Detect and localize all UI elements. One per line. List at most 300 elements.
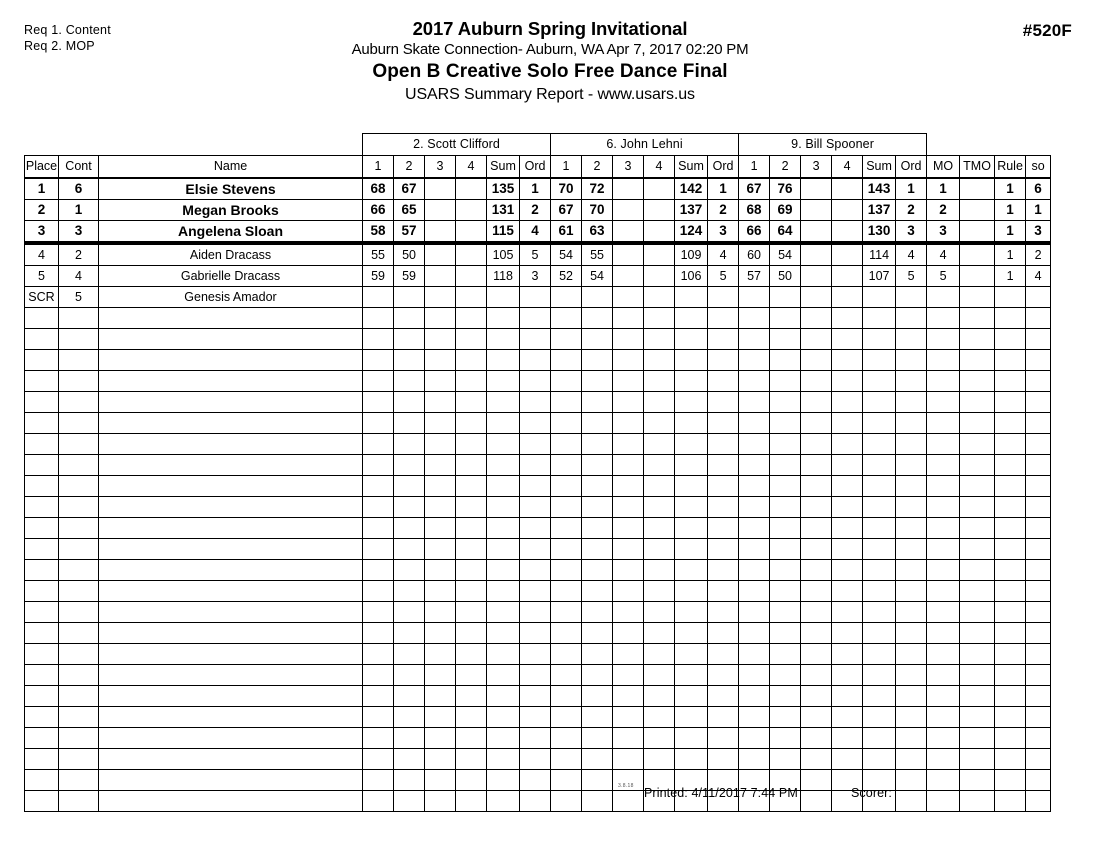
cell-judge2-sum — [675, 287, 708, 308]
cell-judge2-score2: 55 — [582, 243, 613, 266]
cell-name: Megan Brooks — [99, 200, 363, 221]
cell-empty — [739, 644, 770, 665]
cell-cont: 1 — [59, 200, 99, 221]
cell-empty — [708, 602, 739, 623]
cell-empty — [582, 749, 613, 770]
cell-empty — [425, 560, 456, 581]
cell-empty — [896, 392, 927, 413]
table-row-empty[interactable] — [25, 476, 1051, 497]
cell-empty — [551, 749, 582, 770]
cell-empty — [425, 497, 456, 518]
table-row-empty[interactable] — [25, 518, 1051, 539]
cell-empty — [551, 455, 582, 476]
cell-empty — [1026, 560, 1051, 581]
cell-empty — [487, 644, 520, 665]
table-row-empty[interactable] — [25, 560, 1051, 581]
cell-judge1-score3 — [425, 200, 456, 221]
cell-empty — [1026, 308, 1051, 329]
cell-empty — [675, 392, 708, 413]
cell-empty — [644, 371, 675, 392]
cell-judge2-score3 — [613, 200, 644, 221]
cell-empty — [551, 476, 582, 497]
table-row-empty[interactable] — [25, 455, 1051, 476]
table-row[interactable] — [25, 243, 1051, 266]
cell-judge2-score2: 72 — [582, 178, 613, 200]
cell-empty — [456, 308, 487, 329]
cell-place: 5 — [25, 266, 59, 287]
cell-rule — [995, 287, 1026, 308]
cell-empty — [582, 371, 613, 392]
cell-empty — [675, 518, 708, 539]
cell-name: Angelena Sloan — [99, 221, 363, 244]
column-header-rule: Rule — [995, 156, 1026, 179]
cell-empty — [739, 308, 770, 329]
cell-empty — [739, 413, 770, 434]
cell-empty — [456, 560, 487, 581]
cell-empty — [99, 581, 363, 602]
cell-empty — [995, 644, 1026, 665]
cell-empty — [25, 497, 59, 518]
cell-empty — [739, 602, 770, 623]
cell-empty — [551, 665, 582, 686]
cell-empty — [995, 350, 1026, 371]
table-row[interactable] — [25, 266, 1051, 287]
cell-empty — [960, 728, 995, 749]
table-row[interactable] — [25, 287, 1051, 308]
cell-cont: 3 — [59, 221, 99, 244]
cell-judge1-sum: 135 — [487, 178, 520, 200]
cell-empty — [1026, 602, 1051, 623]
cell-empty — [456, 623, 487, 644]
cell-empty — [551, 602, 582, 623]
table-row[interactable] — [25, 200, 1051, 221]
table-row-empty[interactable] — [25, 686, 1051, 707]
cell-cont: 2 — [59, 243, 99, 266]
score-table — [24, 133, 1051, 812]
cell-empty — [456, 476, 487, 497]
cell-empty — [613, 371, 644, 392]
cell-empty — [896, 518, 927, 539]
table-row[interactable] — [25, 178, 1051, 200]
cell-empty — [425, 371, 456, 392]
cell-empty — [863, 392, 896, 413]
cell-empty — [520, 644, 551, 665]
cell-empty — [708, 371, 739, 392]
cell-empty — [927, 581, 960, 602]
cell-empty — [425, 455, 456, 476]
cell-empty — [363, 434, 394, 455]
cell-empty — [739, 560, 770, 581]
cell-empty — [99, 560, 363, 581]
cell-empty — [59, 539, 99, 560]
cell-empty — [394, 329, 425, 350]
cell-empty — [99, 602, 363, 623]
cell-empty — [363, 644, 394, 665]
cell-empty — [551, 392, 582, 413]
cell-empty — [675, 476, 708, 497]
cell-empty — [456, 350, 487, 371]
table-row-empty[interactable] — [25, 581, 1051, 602]
cell-empty — [551, 581, 582, 602]
cell-empty — [59, 476, 99, 497]
cell-tmo — [960, 287, 995, 308]
cell-empty — [487, 497, 520, 518]
table-row-empty[interactable] — [25, 308, 1051, 329]
cell-empty — [739, 392, 770, 413]
cell-empty — [739, 581, 770, 602]
cell-empty — [896, 413, 927, 434]
cell-empty — [59, 392, 99, 413]
cell-empty — [995, 707, 1026, 728]
cell-judge1-score4 — [456, 200, 487, 221]
cell-empty — [832, 308, 863, 329]
table-row-empty[interactable] — [25, 707, 1051, 728]
cell-empty — [551, 497, 582, 518]
table-row-empty[interactable] — [25, 434, 1051, 455]
cell-empty — [708, 350, 739, 371]
cell-empty — [995, 392, 1026, 413]
cell-empty — [425, 728, 456, 749]
cell-empty — [644, 560, 675, 581]
table-row-empty[interactable] — [25, 749, 1051, 770]
cell-empty — [995, 665, 1026, 686]
cell-empty — [363, 413, 394, 434]
cell-empty — [363, 455, 394, 476]
cell-empty — [960, 644, 995, 665]
cell-judge3-score2: 54 — [770, 243, 801, 266]
cell-empty — [739, 497, 770, 518]
cell-judge3-ord: 3 — [896, 221, 927, 244]
cell-empty — [644, 329, 675, 350]
cell-mo: 1 — [927, 178, 960, 200]
cell-empty — [99, 518, 363, 539]
cell-judge1-ord — [520, 287, 551, 308]
cell-empty — [425, 518, 456, 539]
judge-band-row — [25, 134, 1051, 156]
cell-empty — [770, 581, 801, 602]
cell-place: 1 — [25, 178, 59, 200]
cell-empty — [863, 686, 896, 707]
cell-empty — [801, 665, 832, 686]
cell-judge2-sum: 124 — [675, 221, 708, 244]
cell-empty — [487, 539, 520, 560]
cell-empty — [960, 371, 995, 392]
cell-judge1-score1: 66 — [363, 200, 394, 221]
cell-rule: 1 — [995, 200, 1026, 221]
cell-empty — [863, 560, 896, 581]
table-row-empty[interactable] — [25, 728, 1051, 749]
cell-empty — [582, 392, 613, 413]
cell-empty — [739, 707, 770, 728]
cell-empty — [613, 329, 644, 350]
cell-empty — [801, 392, 832, 413]
cell-empty — [801, 308, 832, 329]
cell-empty — [896, 539, 927, 560]
cell-empty — [394, 560, 425, 581]
cell-empty — [425, 749, 456, 770]
column-header-judge2-score3: 3 — [613, 156, 644, 179]
cell-empty — [394, 497, 425, 518]
cell-empty — [675, 728, 708, 749]
table-row-empty[interactable] — [25, 350, 1051, 371]
cell-tmo — [960, 243, 995, 266]
cell-empty — [832, 560, 863, 581]
cell-empty — [863, 518, 896, 539]
score-table-container — [24, 133, 1045, 812]
cell-empty — [1026, 686, 1051, 707]
table-row-empty[interactable] — [25, 665, 1051, 686]
cell-empty — [394, 518, 425, 539]
cell-judge3-score3 — [801, 178, 832, 200]
cell-empty — [739, 329, 770, 350]
title-block — [0, 18, 1100, 106]
cell-empty — [394, 728, 425, 749]
cell-empty — [739, 371, 770, 392]
cell-judge2-score1: 70 — [551, 178, 582, 200]
cell-empty — [801, 476, 832, 497]
cell-empty — [613, 581, 644, 602]
cell-judge2-score3 — [613, 243, 644, 266]
table-row-empty[interactable] — [25, 371, 1051, 392]
cell-empty — [582, 308, 613, 329]
cell-empty — [456, 371, 487, 392]
cell-empty — [582, 602, 613, 623]
cell-empty — [425, 413, 456, 434]
column-header-judge3-score4: 4 — [832, 156, 863, 179]
cell-empty — [644, 623, 675, 644]
cell-empty — [995, 560, 1026, 581]
cell-empty — [863, 476, 896, 497]
cell-empty — [487, 476, 520, 497]
cell-empty — [394, 707, 425, 728]
cell-empty — [520, 476, 551, 497]
cell-empty — [394, 623, 425, 644]
cell-empty — [927, 455, 960, 476]
cell-empty — [59, 371, 99, 392]
cell-empty — [551, 644, 582, 665]
cell-empty — [59, 749, 99, 770]
cell-judge3-score1: 57 — [739, 266, 770, 287]
cell-judge1-score2: 65 — [394, 200, 425, 221]
cell-empty — [708, 308, 739, 329]
cell-judge3-score1: 66 — [739, 221, 770, 244]
cell-empty — [960, 413, 995, 434]
cell-empty — [25, 707, 59, 728]
cell-tmo — [960, 221, 995, 244]
cell-empty — [995, 434, 1026, 455]
cell-empty — [394, 665, 425, 686]
cell-cont: 4 — [59, 266, 99, 287]
cell-empty — [863, 644, 896, 665]
cell-empty — [927, 476, 960, 497]
cell-empty — [582, 665, 613, 686]
cell-judge3-sum: 107 — [863, 266, 896, 287]
cell-empty — [520, 371, 551, 392]
cell-place: 3 — [25, 221, 59, 244]
cell-empty — [1026, 476, 1051, 497]
table-row-empty[interactable] — [25, 539, 1051, 560]
cell-empty — [394, 581, 425, 602]
cell-empty — [739, 686, 770, 707]
cell-empty — [960, 560, 995, 581]
cell-empty — [770, 707, 801, 728]
cell-empty — [582, 644, 613, 665]
cell-empty — [25, 455, 59, 476]
cell-empty — [896, 602, 927, 623]
cell-empty — [1026, 728, 1051, 749]
cell-name: Aiden Dracass — [99, 243, 363, 266]
meet-title: 2017 Auburn Spring Invitational — [412, 18, 688, 39]
table-row-empty[interactable] — [25, 497, 1051, 518]
cell-empty — [99, 644, 363, 665]
cell-place: 4 — [25, 243, 59, 266]
cell-judge2-score4 — [644, 200, 675, 221]
cell-empty — [363, 728, 394, 749]
cell-empty — [896, 644, 927, 665]
cell-empty — [896, 707, 927, 728]
cell-empty — [613, 476, 644, 497]
cell-empty — [960, 329, 995, 350]
cell-empty — [832, 371, 863, 392]
cell-empty — [675, 602, 708, 623]
cell-empty — [363, 329, 394, 350]
cell-empty — [739, 350, 770, 371]
cell-empty — [801, 560, 832, 581]
cell-empty — [25, 392, 59, 413]
column-header-judge2-score4: 4 — [644, 156, 675, 179]
cell-empty — [425, 539, 456, 560]
cell-empty — [520, 392, 551, 413]
cell-name: Genesis Amador — [99, 287, 363, 308]
cell-empty — [644, 707, 675, 728]
cell-empty — [708, 623, 739, 644]
cell-empty — [520, 602, 551, 623]
table-row-empty[interactable] — [25, 602, 1051, 623]
cell-empty — [25, 329, 59, 350]
cell-empty — [59, 728, 99, 749]
cell-empty — [613, 749, 644, 770]
cell-empty — [832, 476, 863, 497]
cell-empty — [582, 686, 613, 707]
cell-empty — [59, 455, 99, 476]
table-row-empty[interactable] — [25, 623, 1051, 644]
cell-empty — [644, 455, 675, 476]
cell-empty — [582, 497, 613, 518]
cell-empty — [896, 665, 927, 686]
cell-empty — [394, 413, 425, 434]
cell-empty — [456, 665, 487, 686]
column-header-judge3-sum: Sum — [863, 156, 896, 179]
cell-rule: 1 — [995, 178, 1026, 200]
cell-empty — [863, 308, 896, 329]
cell-empty — [832, 623, 863, 644]
cell-judge1-score2: 57 — [394, 221, 425, 244]
cell-judge3-sum: 130 — [863, 221, 896, 244]
cell-judge1-score3 — [425, 243, 456, 266]
cell-empty — [863, 350, 896, 371]
cell-empty — [995, 329, 1026, 350]
cell-judge1-sum: 118 — [487, 266, 520, 287]
cell-empty — [863, 455, 896, 476]
cell-empty — [960, 602, 995, 623]
cell-mo: 5 — [927, 266, 960, 287]
table-row[interactable] — [25, 221, 1051, 244]
printed-timestamp: Printed: 4/11/2017 7:44 PM — [644, 786, 798, 800]
cell-empty — [363, 539, 394, 560]
cell-empty — [832, 434, 863, 455]
cell-empty — [675, 497, 708, 518]
cell-empty — [801, 581, 832, 602]
cell-empty — [363, 350, 394, 371]
cell-name: Elsie Stevens — [99, 178, 363, 200]
cell-empty — [770, 728, 801, 749]
cell-empty — [927, 518, 960, 539]
cell-empty — [927, 308, 960, 329]
cell-empty — [425, 329, 456, 350]
cell-mo: 4 — [927, 243, 960, 266]
table-row-empty[interactable] — [25, 413, 1051, 434]
cell-empty — [25, 602, 59, 623]
cell-judge2-sum: 142 — [675, 178, 708, 200]
cell-empty — [425, 350, 456, 371]
column-header-judge1-score4: 4 — [456, 156, 487, 179]
build-version-stamp: 3.8.18 — [618, 783, 634, 789]
cell-judge2-score3 — [613, 287, 644, 308]
cell-empty — [770, 392, 801, 413]
cell-empty — [832, 518, 863, 539]
column-header-judge1-score3: 3 — [425, 156, 456, 179]
cell-empty — [25, 308, 59, 329]
cell-judge3-ord — [896, 287, 927, 308]
cell-empty — [960, 308, 995, 329]
cell-empty — [927, 497, 960, 518]
table-row-empty[interactable] — [25, 392, 1051, 413]
cell-empty — [644, 434, 675, 455]
cell-empty — [394, 602, 425, 623]
cell-empty — [99, 329, 363, 350]
cell-empty — [456, 455, 487, 476]
column-header-judge1-sum: Sum — [487, 156, 520, 179]
cell-empty — [551, 371, 582, 392]
requirement-line-2: Req 2. MOP — [24, 39, 95, 53]
cell-empty — [995, 497, 1026, 518]
cell-empty — [551, 434, 582, 455]
cell-empty — [582, 476, 613, 497]
cell-empty — [487, 413, 520, 434]
cell-empty — [1026, 749, 1051, 770]
cell-empty — [863, 539, 896, 560]
cell-empty — [832, 455, 863, 476]
cell-judge1-score1: 59 — [363, 266, 394, 287]
cell-empty — [487, 581, 520, 602]
table-row-empty[interactable] — [25, 329, 1051, 350]
table-row-empty[interactable] — [25, 644, 1051, 665]
cell-judge3-score1: 60 — [739, 243, 770, 266]
cell-empty — [487, 560, 520, 581]
cell-empty — [708, 497, 739, 518]
column-header-judge3-score1: 1 — [739, 156, 770, 179]
cell-empty — [863, 371, 896, 392]
cell-empty — [551, 707, 582, 728]
cell-empty — [960, 497, 995, 518]
requirement-line-1: Req 1. Content — [24, 23, 111, 37]
cell-empty — [582, 518, 613, 539]
cell-empty — [644, 308, 675, 329]
cell-empty — [995, 413, 1026, 434]
cell-judge1-sum — [487, 287, 520, 308]
cell-cont: 5 — [59, 287, 99, 308]
cell-judge2-score4 — [644, 287, 675, 308]
